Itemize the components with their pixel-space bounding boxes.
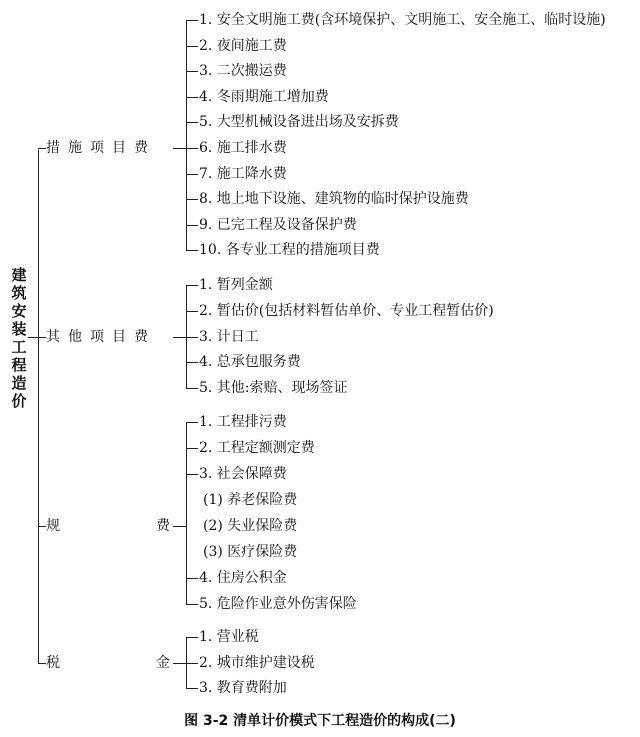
bracket-tick: [186, 148, 198, 149]
list-item: 1. 安全文明施工费(含环境保护、文明施工、安全施工、临时设施): [199, 12, 606, 28]
list-item: 3. 教育费附加: [199, 680, 287, 696]
category-connector: [173, 148, 186, 149]
bracket-tick: [186, 578, 198, 579]
bracket-tick: [186, 637, 198, 638]
bracket-tick: [186, 604, 198, 605]
bracket-tick: [186, 122, 198, 123]
category-connector: [173, 337, 186, 338]
bracket-tick: [186, 663, 198, 664]
trunk-branch: [38, 148, 46, 149]
bracket-tick: [186, 448, 198, 449]
category-connector: [173, 526, 186, 527]
list-item: 4. 冬雨期施工增加费: [199, 88, 329, 105]
list-item: 9. 已完工程及设备保护费: [199, 216, 357, 233]
list-item: 1. 暂列金额: [199, 277, 273, 293]
trunk-branch: [38, 337, 46, 338]
bracket-tick: [186, 474, 198, 475]
list-item: 1. 营业税: [199, 629, 259, 645]
list-item: 2. 工程定额测定费: [199, 440, 315, 456]
bracket-tick: [186, 250, 198, 251]
bracket-tick: [186, 285, 198, 286]
category-label: 税: [46, 654, 60, 671]
list-item: (3) 医疗保险费: [203, 544, 298, 560]
trunk-branch: [38, 663, 46, 664]
list-item: 5. 其他:索赔、现场签证: [199, 380, 348, 397]
bracket-tick: [186, 20, 198, 21]
bracket-tick: [186, 337, 198, 338]
category-label-end: 金: [156, 654, 170, 671]
bracket-tick: [186, 174, 198, 175]
list-item: 4. 总承包服务费: [199, 354, 301, 371]
bracket-tick: [186, 362, 198, 363]
list-item: 1. 工程排污费: [199, 414, 287, 430]
list-item: 2. 暂估价(包括材料暂估单价、专业工程暂估价): [199, 302, 494, 319]
trunk-line: [38, 150, 39, 663]
list-item: 6. 施工排水费: [199, 140, 287, 156]
category-label: 其他项目费: [46, 328, 156, 345]
list-item: 7. 施工降水费: [199, 165, 287, 182]
bracket-line: [186, 20, 187, 250]
bracket-tick: [186, 97, 198, 98]
list-item: (1) 养老保险费: [203, 492, 298, 508]
category-label-end: 费: [156, 518, 170, 534]
list-item: 5. 危险作业意外伤害保险: [199, 596, 357, 612]
list-item: (2) 失业保险费: [203, 518, 298, 534]
category-label: 措施项目费: [46, 140, 156, 156]
bracket-line: [186, 422, 187, 604]
trunk-branch: [38, 526, 46, 527]
list-item: 3. 计日工: [199, 328, 259, 345]
bracket-tick: [186, 422, 198, 423]
list-item: 3. 社会保障费: [199, 466, 287, 482]
bracket-tick: [186, 225, 198, 226]
list-item: 8. 地上地下设施、建筑物的临时保护设施费: [199, 191, 469, 208]
bracket-tick: [186, 688, 198, 689]
list-item: 2. 城市维护建设税: [199, 654, 315, 671]
list-item: 2. 夜间施工费: [199, 37, 287, 54]
category-label: 规: [46, 518, 60, 534]
bracket-tick: [186, 199, 198, 200]
category-connector: [173, 663, 186, 664]
bracket-tick: [186, 71, 198, 72]
bracket-tick: [186, 311, 198, 312]
list-item: 3. 二次搬运费: [199, 63, 287, 80]
bracket-tick: [186, 46, 198, 47]
list-item: 4. 住房公积金: [199, 570, 287, 586]
list-item: 10. 各专业工程的措施项目费: [199, 242, 380, 259]
list-item: 5. 大型机械设备进出场及安拆费: [199, 114, 399, 131]
figure-caption: 图 3-2 清单计价模式下工程造价的构成(二): [184, 713, 456, 729]
root-label: 建筑安装工程造价: [11, 266, 27, 410]
bracket-tick: [186, 388, 198, 389]
